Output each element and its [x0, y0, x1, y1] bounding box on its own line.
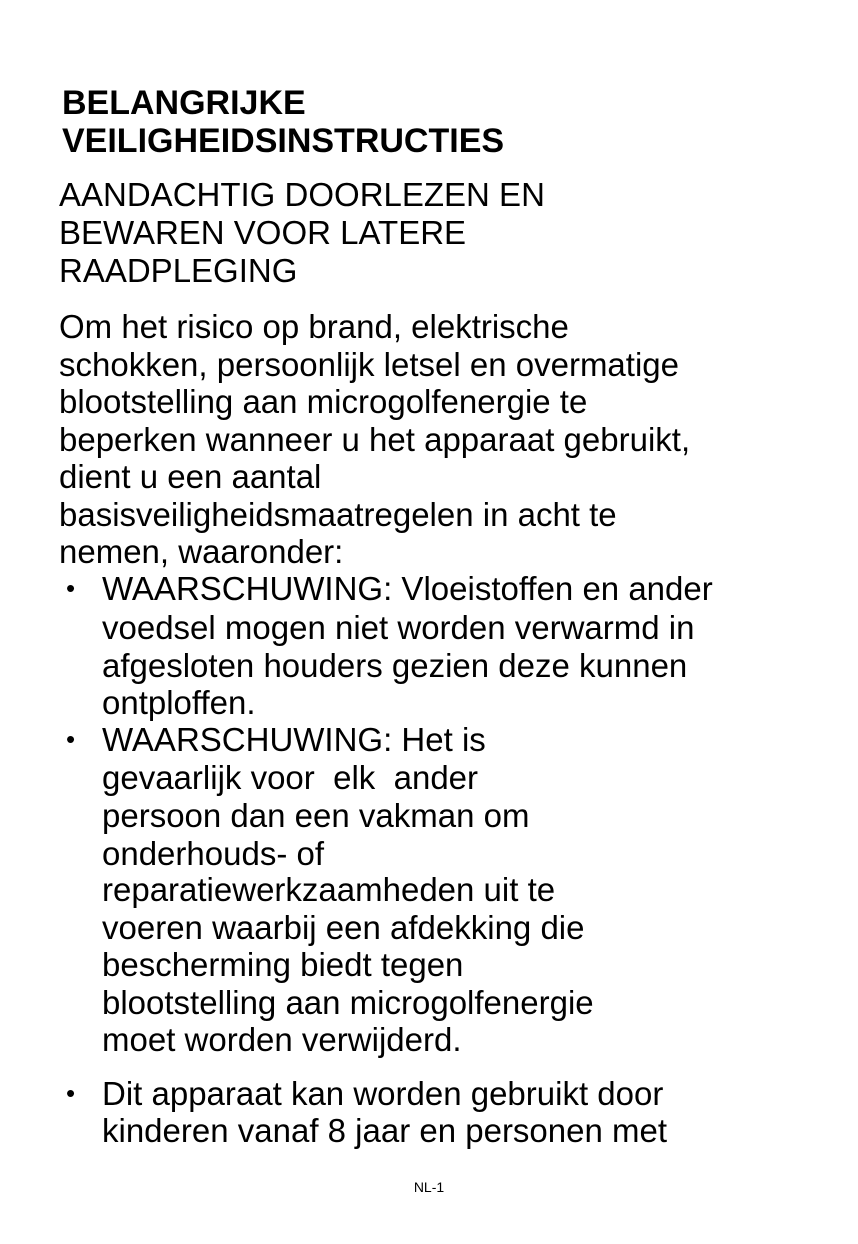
list-item-line: persoon dan een vakman om [102, 797, 530, 834]
paragraph-line: blootstelling aan microgolfenergie te [59, 383, 588, 420]
list-item-line: WAARSCHUWING: Vloeistoffen en ander [102, 570, 713, 607]
bullet-icon: • [66, 724, 76, 754]
list-item-line: gevaarlijk voor elk ander [102, 759, 479, 796]
list-item-line: voedsel mogen niet worden verwarmd in [102, 609, 695, 646]
page-number: NL-1 [413, 1179, 445, 1195]
paragraph-line: schokken, persoonlijk letsel en overmatige [59, 346, 679, 383]
subtitle-line: AANDACHTIG DOORLEZEN EN [59, 176, 545, 213]
list-item-line: voeren waarbij een afdekking die [102, 909, 585, 946]
bullet-icon: • [66, 1078, 76, 1108]
subtitle-line: RAADPLEGING [59, 252, 298, 289]
subtitle-line: BEWAREN VOOR LATERE [59, 214, 467, 251]
list-item-line: bescherming biedt tegen [102, 946, 464, 983]
paragraph-line: nemen, waaronder: [59, 533, 344, 570]
list-item-line: Dit apparaat kan worden gebruikt door [102, 1075, 664, 1112]
paragraph-line: dient u een aantal [59, 458, 322, 495]
list-item-line: kinderen vanaf 8 jaar en personen met [102, 1112, 668, 1149]
list-item-line: reparatiewerkzaamheden uit te [102, 871, 556, 908]
list-item-line: onderhouds- of [102, 835, 324, 872]
bullet-icon: • [66, 573, 76, 603]
list-item-line: blootstelling aan microgolfenergie [102, 984, 594, 1021]
title-line: VEILIGHEIDSINSTRUCTIES [62, 122, 505, 160]
list-item-line: WAARSCHUWING: Het is [102, 721, 486, 758]
list-item-line: afgesloten houders gezien deze kunnen [102, 647, 688, 684]
title-line: BELANGRIJKE [62, 84, 306, 122]
list-item-line: moet worden verwijderd. [102, 1021, 462, 1058]
paragraph-line: Om het risico op brand, elektrische [59, 308, 569, 345]
paragraph-line: basisveiligheidsmaatregelen in acht te [59, 496, 617, 533]
list-item-line: ontploffen. [102, 684, 256, 721]
paragraph-line: beperken wanneer u het apparaat gebruikt, [59, 421, 691, 458]
